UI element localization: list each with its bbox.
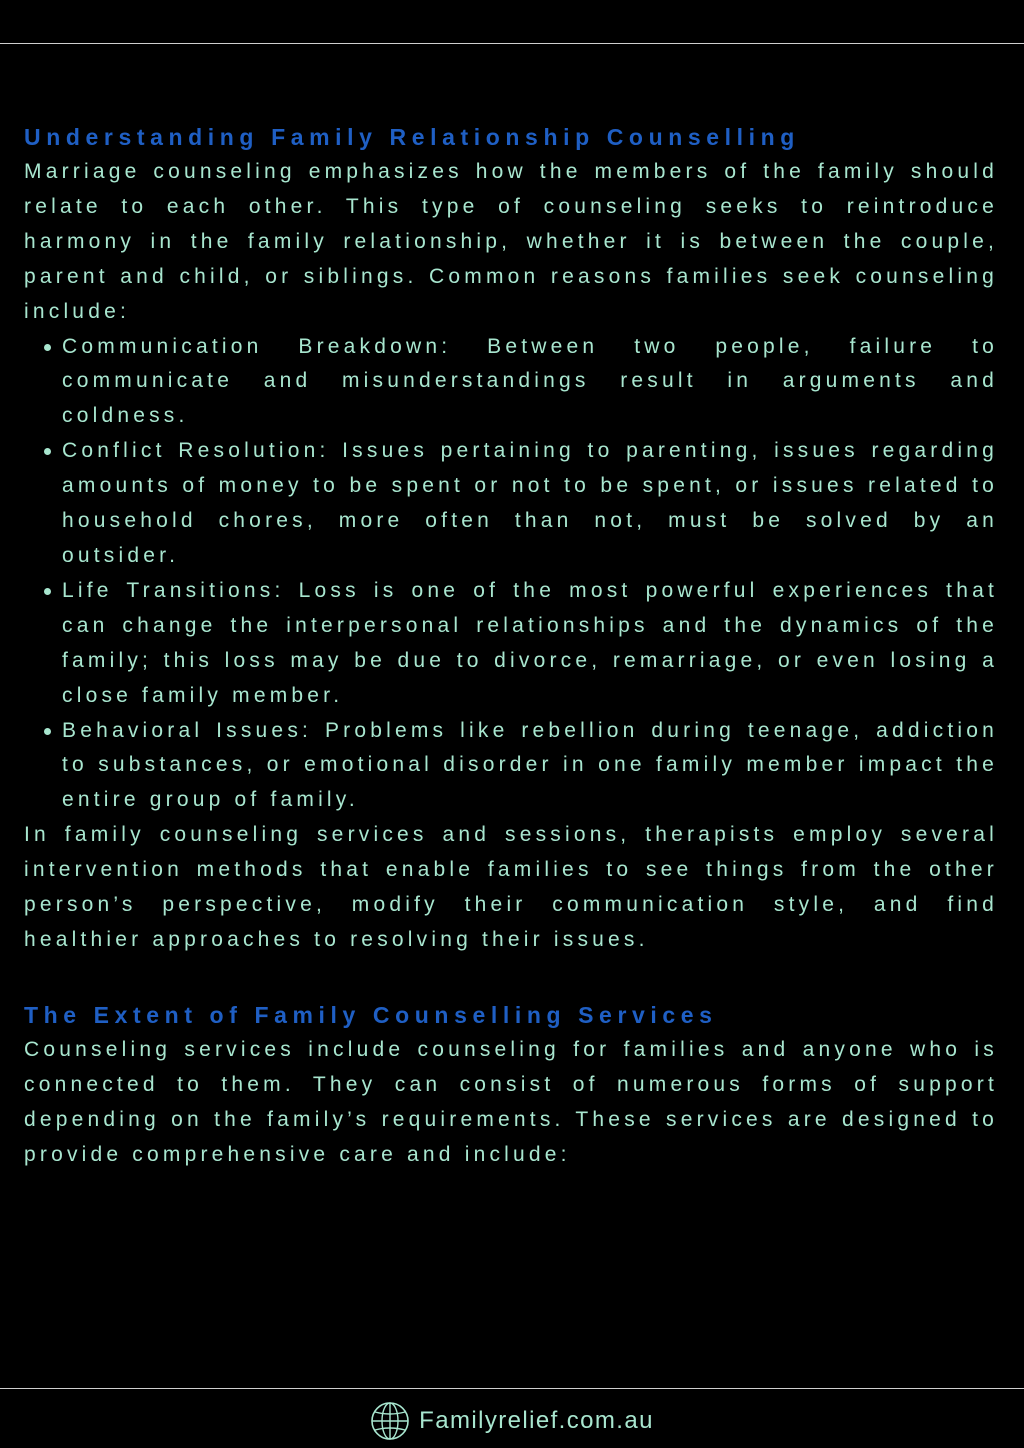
bullet-icon — [44, 588, 51, 595]
list-item — [24, 434, 998, 574]
section-spacer — [24, 958, 998, 998]
intro-paragraph: Marriage counseling emphasizes how the members of the family should relate to each other. This type of counseling seeks to reintroduce harmony in the family relationship, whether it is between the couple, parent and child, or siblings. Common reasons families seek counseling include: — [24, 160, 998, 323]
outro-paragraph: In family counseling services and sessions, therapists employ several intervention methods that enable families to see things from the other person’s perspective, modify their communication style, and find healthier approaches to resolving their issues. — [24, 823, 998, 951]
top-divider — [0, 43, 1024, 44]
globe-icon — [370, 1401, 410, 1441]
bullet-icon — [44, 448, 51, 455]
list-item-text: Communication Breakdown: Between two people, failure to communicate and misunderstandings result in arguments and coldness. — [62, 334, 998, 428]
list-item-text: Conflict Resolution: Issues pertaining to parenting, issues regarding amounts of money to be spent or not to be spent, or issues related to household chores, more often than not, must be solved by an outsider. — [62, 439, 998, 567]
list-item — [24, 330, 998, 435]
website-link[interactable]: Familyrelief.com.au — [419, 1407, 654, 1434]
section-heading-extent: The Extent of Family Counselling Services — [24, 1001, 718, 1028]
document-body — [24, 120, 998, 1172]
section-heading-understanding: Understanding Family Relationship Counselling — [24, 124, 800, 150]
reasons-list — [24, 330, 998, 819]
list-item-text: Behavioral Issues: Problems like rebellion during teenage, addiction to substances, or emotional disorder in one family member impact the entire group of family. — [62, 718, 998, 812]
bullet-icon — [44, 344, 51, 351]
list-item-text: Life Transitions: Loss is one of the most powerful experiences that can change the interpersonal relationships and the dynamics of the family; this loss may be due to divorce, remarriage, or even losing a close family member. — [62, 578, 998, 707]
footer — [0, 1400, 1024, 1442]
list-item — [24, 714, 998, 819]
bottom-divider — [0, 1388, 1024, 1389]
bullet-icon — [44, 728, 51, 735]
services-paragraph: Counseling services include counseling for families and anyone who is connected to them. They can consist of numerous forms of support depending on the family’s requirements. These services are designed to provide comprehensive care and include: — [24, 1037, 998, 1166]
list-item — [24, 574, 998, 714]
